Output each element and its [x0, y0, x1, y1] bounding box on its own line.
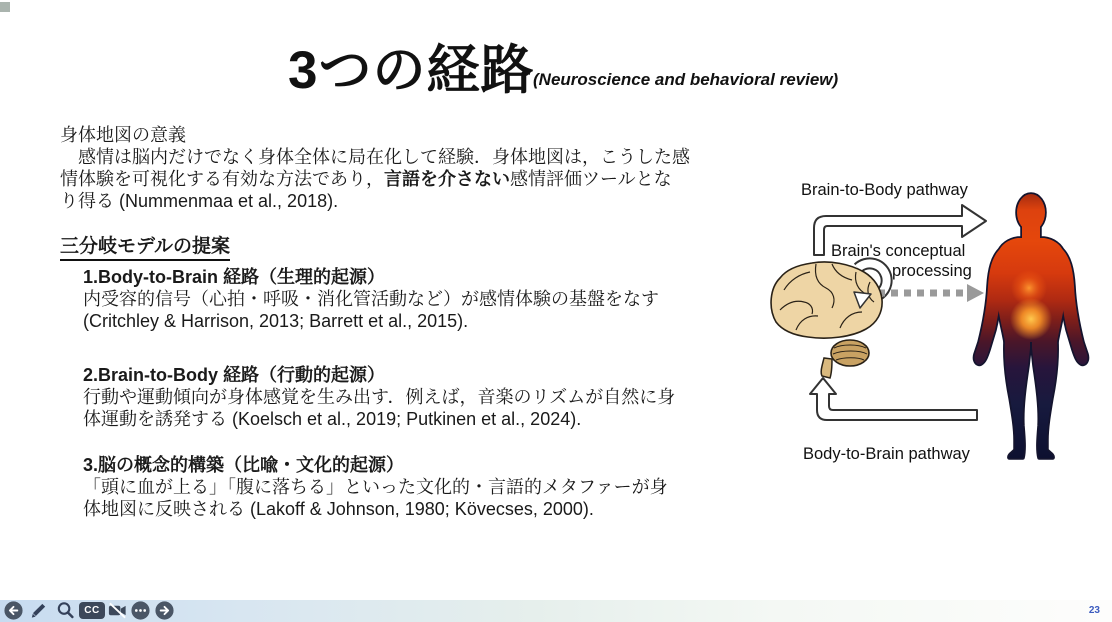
magnifier-icon[interactable]: [55, 600, 76, 621]
page-number: 23: [1088, 605, 1100, 616]
item2-line1: 行動や運動傾向が身体感覚を生み出す．例えば，音楽のリズムが自然に身: [83, 387, 676, 407]
list-item-1: [83, 266, 659, 332]
conceptual-processing-label-line2: processing: [892, 262, 972, 280]
slide-title: 3つの経路: [288, 41, 535, 100]
intro-line1: 感情は脳内だけでなく身体全体に局在化して経験．身体地図は，こうした感: [60, 147, 690, 167]
pen-icon[interactable]: [28, 600, 49, 621]
body-heatmap: [974, 194, 1087, 458]
item3-line1: 「頭に血が上る」「腹に落ちる」といった文化的・言語的メタファーが身: [83, 477, 668, 497]
forward-button[interactable]: [154, 600, 175, 621]
section-heading: 三分岐モデルの提案: [60, 231, 230, 261]
intro-paragraph: [60, 124, 690, 212]
window-corner-mark: [0, 2, 10, 12]
slide-subtitle: (Neuroscience and behavioral review): [533, 70, 839, 89]
back-button[interactable]: [3, 600, 24, 621]
item1-heading: 1.Body-to-Brain 経路（生理的起源）: [83, 267, 385, 287]
conceptual-processing-label-line1: Brain's conceptual: [831, 242, 966, 260]
camera-off-icon[interactable]: [107, 600, 128, 621]
cc-label: CC: [84, 605, 100, 616]
brain-illustration: [771, 262, 882, 378]
intro-line2-post: 感情評価ツールとな: [510, 169, 672, 189]
intro-heading: 身体地図の意義: [60, 125, 186, 145]
item1-line2: (Critchley & Harrison, 2013; Barrett et al., 2015).: [83, 311, 469, 331]
list-item-2: [83, 364, 675, 430]
intro-line2-pre: 情体験を可視化する有効な方法であり，: [60, 169, 384, 189]
closed-captions-button[interactable]: [79, 602, 105, 619]
ellipsis-button[interactable]: [130, 600, 151, 621]
item2-heading: 2.Brain-to-Body 経路（行動的起源）: [83, 365, 385, 385]
item1-line1: 内受容的信号（心拍・呼吸・消化管活動など）が感情体験の基盤をなす: [83, 289, 659, 309]
item3-line2: 体地図に反映される (Lakoff & Johnson, 1980; Kövecses, 2000).: [83, 499, 594, 519]
item2-line2: 体運動を誘発する (Koelsch et al., 2019; Putkinen et al., 2024).: [83, 409, 582, 429]
body-to-brain-arrow: [810, 378, 977, 420]
conceptual-dotted-arrow: [878, 284, 984, 302]
pathway-diagram-graphic: [770, 160, 1112, 490]
intro-line3: り得る (Nummenmaa et al., 2018).: [60, 191, 339, 211]
intro-line2-bold: 言語を介さない: [384, 169, 510, 189]
pathway-diagram: [770, 160, 1112, 490]
body-to-brain-label: Body-to-Brain pathway: [803, 445, 970, 463]
item3-heading: 3.脳の概念的構築（比喩・文化的起源）: [83, 455, 405, 475]
brain-to-body-label: Brain-to-Body pathway: [801, 181, 968, 199]
list-item-3: [83, 454, 668, 520]
